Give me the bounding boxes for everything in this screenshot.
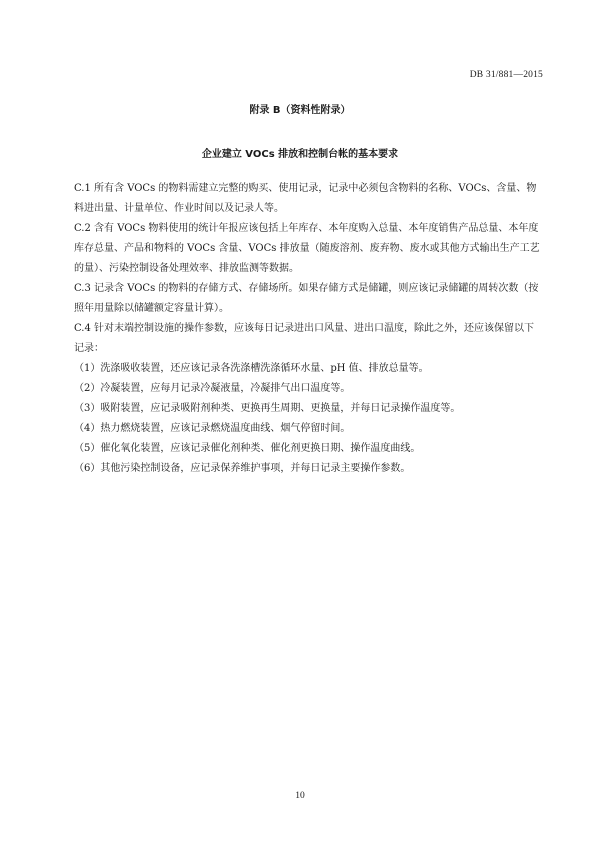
page-number: 10	[295, 791, 305, 801]
list-item-3: （3）吸附装置，应记录吸附剂种类、更换再生周期、更换量，并每日记录操作温度等。	[74, 403, 461, 414]
appendix-title: 附录 B（资料性附录）	[249, 105, 351, 116]
document-body	[74, 179, 542, 479]
list-item-2: （2）冷凝装置，应每月记录冷凝液量，冷凝排气出口温度等。	[74, 383, 351, 394]
section-title: 企业建立 VOCs 排放和控制台帐的基本要求	[201, 149, 399, 160]
clause-c1: C.1 所有含 VOCs 的物料需建立完整的购买、使用记录，记录中必须包含物料的名称、VOCs、含量、物料进出量、计量单位、作业时间以及记录人等。	[74, 183, 537, 214]
clause-c4: C.4 针对末端控制设施的操作参数，应该每日记录进出口风量、进出口温度，除此之外，还应该保留以下记录：	[74, 323, 535, 354]
list-item-5: （5）催化氧化装置，应该记录催化剂种类、催化剂更换日期、操作温度曲线。	[74, 443, 421, 454]
clause-c2: C.2 含有 VOCs 物料使用的统计年报应该包括上年库存、本年度购入总量、本年度销售产品总量、本年度库存总量、产品和物料的 VOCs 含量、VOCs 排放量（随废溶剂、废弃物、废水或其他方式输出生产工艺的量）、污染控制设备处理效率、排放监测等数据。	[74, 223, 540, 274]
list-item-1: （1）洗涤吸收装置，还应该记录各洗涤槽洗涤循环水量、pH 值、排放总量等。	[74, 363, 429, 374]
clause-c3: C.3 记录含 VOCs 的物料的存储方式、存储场所。如果存储方式是储罐，则应该记录储罐的周转次数（按照年用量除以储罐额定容量计算）。	[74, 283, 539, 314]
list-item-4: （4）热力燃烧装置，应该记录燃烧温度曲线、烟气停留时间。	[74, 423, 351, 434]
list-item-6: （6）其他污染控制设备，应记录保养维护事项，并每日记录主要操作参数。	[74, 463, 411, 474]
document-code: DB 31/881—2015	[469, 70, 543, 80]
